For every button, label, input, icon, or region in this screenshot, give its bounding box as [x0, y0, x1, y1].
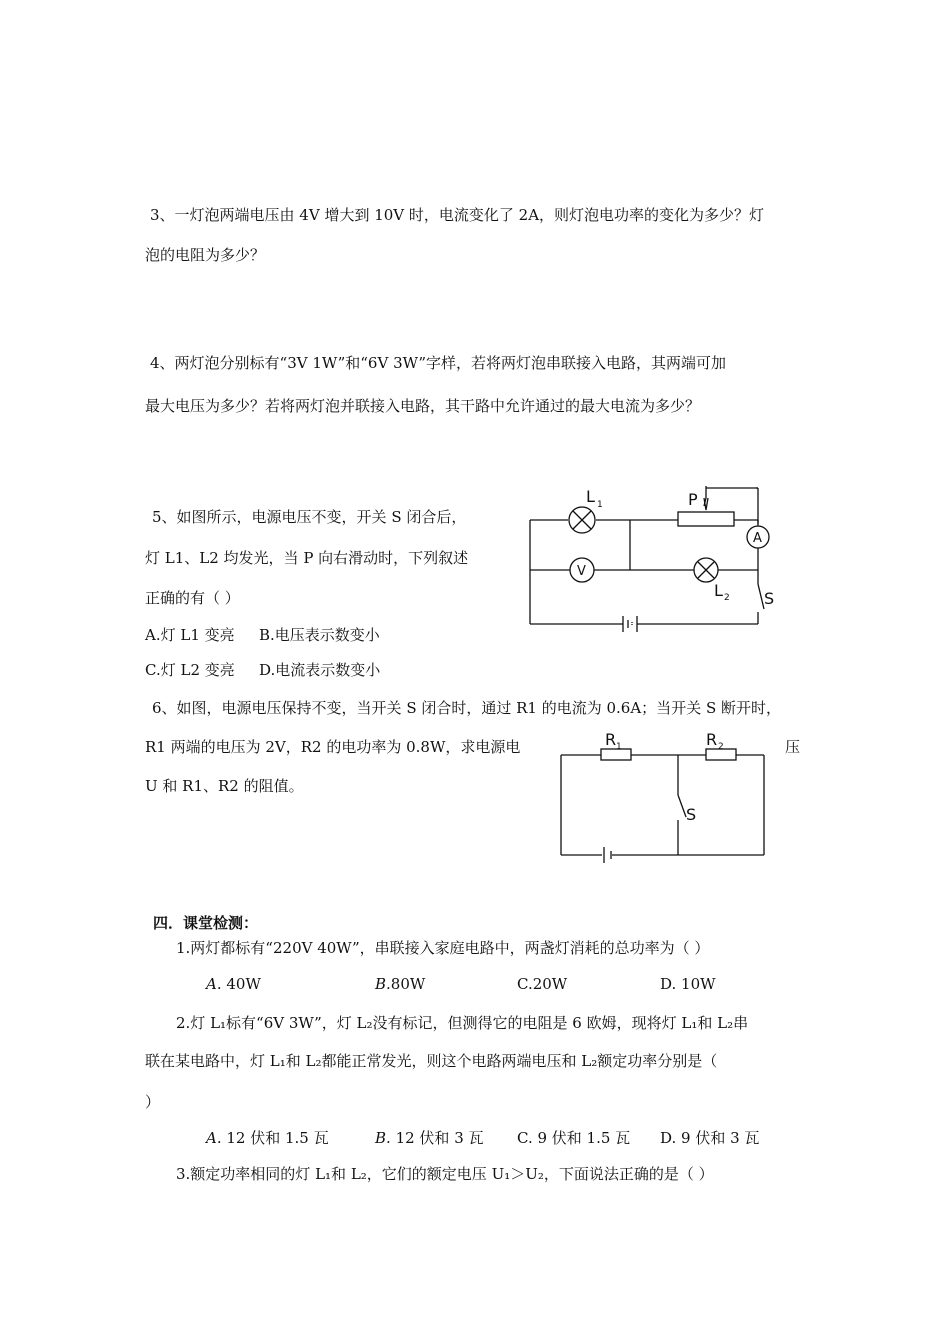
resistor-r1-label: R: [605, 730, 617, 749]
check-q1-option-d: D. 10W: [660, 975, 716, 993]
check-q2-line2: 联在某电路中，灯 L₁和 L₂都能正常发光，则这个电路两端电压和 L₂额定功率分别是（: [145, 1052, 718, 1070]
q6-line2: R1 两端的电压为 2V，R2 的电功率为 0.8W，求电源电: [145, 738, 521, 756]
option-b-text: 12 伏和 3 瓦: [390, 1129, 484, 1147]
q5-line3: 正确的有（ ）: [145, 589, 240, 607]
option-b-letter: B.: [375, 975, 391, 993]
check-q2-option-b: [375, 1128, 484, 1148]
q5-option-d: D.电流表示数变小: [259, 661, 381, 679]
lamp-l2-subscript: 2: [724, 593, 730, 603]
option-a-letter: A.: [206, 1129, 222, 1147]
check-q1-option-c: C.20W: [517, 975, 568, 993]
q6-line1: 6、如图，电源电压保持不变，当开关 S 闭合时，通过 R1 的电流为 0.6A；当开关 S 断开时，: [152, 699, 782, 717]
check-q2-option-d: D. 9 伏和 3 瓦: [660, 1129, 760, 1147]
lamp-l2-icon: [694, 558, 718, 582]
check-q1-options: [206, 974, 261, 994]
q3-line1: 3、一灯泡两端电压由 4V 增大到 10V 时，电流变化了 2A，则灯泡电功率的变化为多少？灯: [150, 206, 765, 224]
lamp-l1-icon: [569, 507, 595, 533]
check-q2-line1: 2.灯 L₁标有“6V 3W”，灯 L₂没有标记，但测得它的电阻是 6 欧姆，现将灯 L₁和 L₂串: [176, 1014, 749, 1032]
option-a-letter: A.: [206, 975, 222, 993]
switch-label: S: [764, 589, 775, 608]
resistor-r2-subscript: 2: [718, 742, 724, 752]
q5-option-b: B.电压表示数变小: [259, 626, 380, 644]
q6-line3: U 和 R1、R2 的阻值。: [145, 777, 304, 795]
option-b-letter: B.: [375, 1129, 391, 1147]
voltmeter-label: V: [577, 564, 586, 579]
ammeter-label: A: [753, 531, 762, 546]
q5-circuit-diagram: [528, 484, 788, 634]
q5-line2: 灯 L1、L2 均发光，当 P 向右滑动时，下列叙述: [145, 549, 469, 567]
option-b-text: 80W: [390, 975, 426, 993]
q5-option-a: A.灯 L1 变亮: [145, 626, 235, 644]
q3-line2: 泡的电阻为多少？: [145, 246, 266, 264]
check-q2-option-a: [206, 1128, 329, 1148]
q4-line1: 4、两灯泡分别标有“3V 1W”和“6V 3W”字样，若将两灯泡串联接入电路，其两端可加: [150, 354, 726, 372]
battery-icon: [623, 616, 637, 632]
q5-line1: 5、如图所示，电源电压不变，开关 S 闭合后，: [152, 508, 467, 526]
battery-icon: [604, 847, 611, 863]
q4-line2: 最大电压为多少？若将两灯泡并联接入电路，其干路中允许通过的最大电流为多少？: [145, 397, 701, 415]
q5-option-c: C.灯 L2 变亮: [145, 661, 235, 679]
check-q1-stem: 1.两灯都标有“220V 40W”，串联接入家庭电路中，两盏灯消耗的总功率为（ ）: [176, 939, 710, 957]
section-title: 四．课堂检测：: [153, 914, 259, 932]
lamp-l1-subscript: 1: [597, 500, 603, 510]
check-q2-line3: ）: [145, 1093, 161, 1111]
check-q2-option-c: C. 9 伏和 1.5 瓦: [517, 1129, 631, 1147]
lamp-l1-label: L: [586, 487, 595, 506]
resistor-r1-subscript: 1: [616, 742, 622, 752]
option-a-text: 12 伏和 1.5 瓦: [221, 1129, 329, 1147]
lamp-l2-label: L: [714, 581, 723, 600]
check-q3-line1: 3.额定功率相同的灯 L₁和 L₂，它们的额定电压 U₁＞U₂，下面说法正确的是（ ）: [176, 1165, 714, 1183]
option-a-text: 40W: [221, 975, 261, 993]
resistor-r2-label: R: [706, 730, 718, 749]
check-q1-option-b: [375, 974, 425, 994]
switch-label: S: [686, 805, 697, 824]
q6-circuit-diagram: [558, 725, 773, 860]
rheostat-label: P: [688, 490, 698, 509]
q6-line2-end: 压: [785, 738, 801, 756]
